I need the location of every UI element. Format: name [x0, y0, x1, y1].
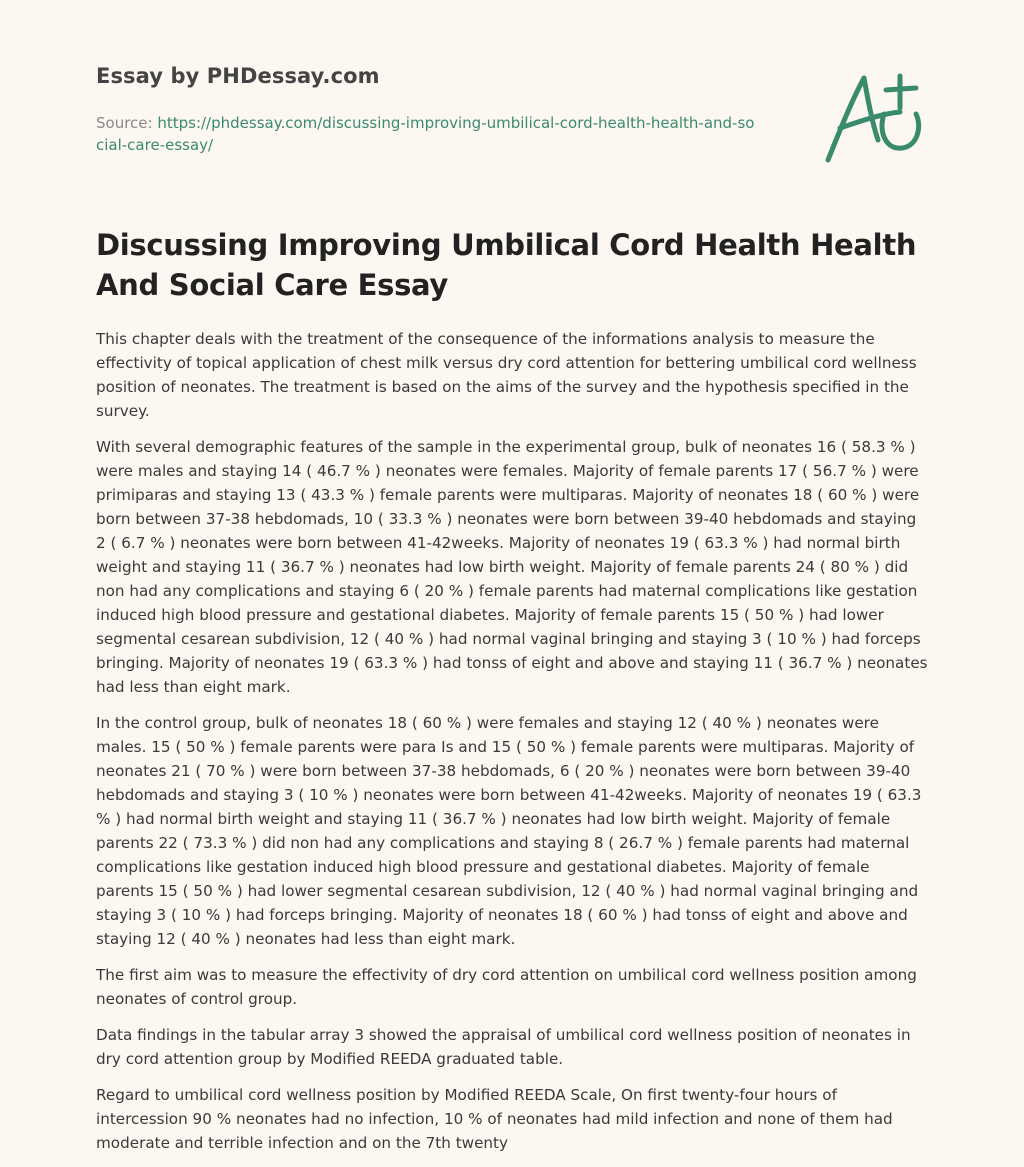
essay-paragraph: The first aim was to measure the effectivity of dry cord attention on umbilical cord wellness position among neonates of control group. — [96, 966, 917, 1008]
source-link[interactable]: https://phdessay.com/discussing-improving-umbilical-cord-health-health-and-social-care-essay/ — [96, 114, 755, 154]
essay-paragraph: In the control group, bulk of neonates 18 ( 60 % ) were females and staying 12 ( 40 % ) neonates were males. 15 ( 50 % ) female parents were para Is and 15 ( 50 % ) female parents were multiparas. Majority of neonates 21 ( 70 % ) were born between 37-38 hebdomads, 6 ( 20 % ) neonates were born between 39-40 hebdomads and staying 3 ( 10 % ) neonates were born between 41-42weeks. Majority of neonates 19 ( 63.3 % ) had normal birth weight and staying 11 ( 36.7 % ) neonates had low birth weight. Majority of female parents 22 ( 73.3 % ) did non had any complications and staying 8 ( 26.7 % ) female parents had maternal complications like gestation induced high blood pressure and gestational diabetes. Majority of female parents 15 ( 50 % ) had lower segmental cesarean subdivision, 12 ( 40 % ) had normal vaginal bringing and staying 3 ( 10 % ) had forceps bringing. Majority of neonates 18 ( 60 % ) had tonss of eight and above and staying 12 ( 40 % ) neonates had less than eight mark. — [96, 714, 922, 948]
essay-paragraph: Regard to umbilical cord wellness position by Modified REEDA Scale, On first twenty-four hours of intercession 90 % neonates had no infection, 10 % of neonates had mild infection and none of them had moderate and terrible infection and on the 7th twenty — [96, 1086, 893, 1152]
essay-title: Discussing Improving Umbilical Cord Health Health And Social Care Essay — [96, 228, 917, 302]
site-title: Essay by PHDessay.com — [96, 64, 380, 88]
essay-paragraph: Data findings in the tabular array 3 showed the appraisal of umbilical cord wellness position of neonates in dry cord attention group by Modified REEDA graduated table. — [96, 1026, 911, 1068]
essay-body — [96, 327, 928, 1167]
source-label: Source: — [96, 114, 158, 132]
essay-paragraph: This chapter deals with the treatment of the consequence of the informations analysis to measure the effectivity of topical application of chest milk versus dry cord attention for bettering umbilical cord wellness position of neonates. The treatment is based on the aims of the survey and the hypothesis specified in the survey. — [96, 330, 917, 420]
a-plus-logo — [822, 70, 926, 164]
a-plus-logo-icon — [822, 70, 926, 164]
essay-paragraph: With several demographic features of the sample in the experimental group, bulk of neonates 16 ( 58.3 % ) were males and staying 14 ( 46.7 % ) neonates were females. Majority of female parents 17 ( 56.7 % ) were primiparas and staying 13 ( 43.3 % ) female parents were multiparas. Majority of neonates 18 ( 60 % ) were born between 37-38 hebdomads, 10 ( 33.3 % ) neonates were born between 39-40 hebdomads and staying 2 ( 6.7 % ) neonates were born between 41-42weeks. Majority of neonates 19 ( 63.3 % ) had normal birth weight and staying 11 ( 36.7 % ) neonates had low birth weight. Majority of female parents 24 ( 80 % ) did non had any complications and staying 6 ( 20 % ) female parents had maternal complications like gestation induced high blood pressure and gestational diabetes. Majority of female parents 15 ( 50 % ) had lower segmental cesarean subdivision, 12 ( 40 % ) had normal vaginal bringing and staying 3 ( 10 % ) had forceps bringing. Majority of neonates 19 ( 63.3 % ) had tonss of eight and above and staying 11 ( 36.7 % ) neonates had less than eight mark. — [96, 438, 928, 696]
source-line — [96, 112, 756, 156]
